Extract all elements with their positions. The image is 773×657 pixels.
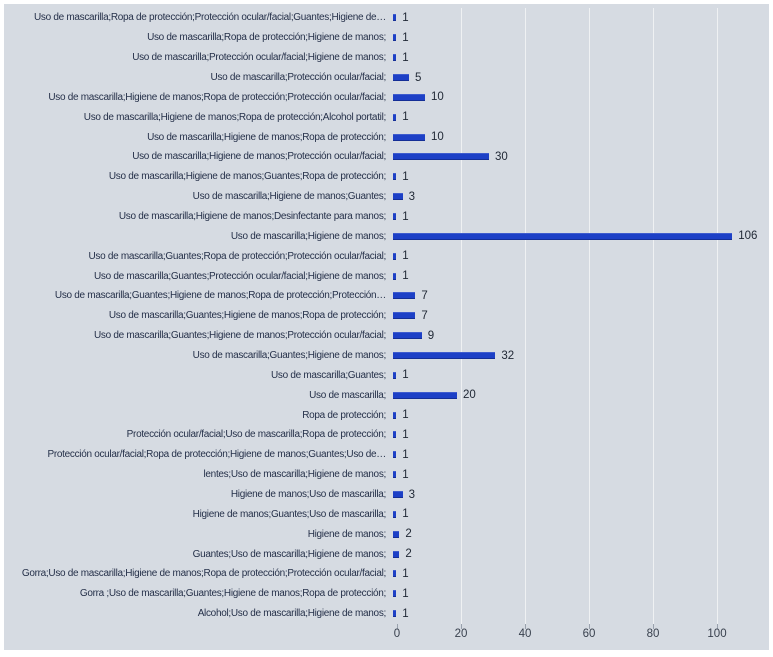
bar xyxy=(393,193,403,200)
category-label: Higiene de manos;Guantes;Uso de mascarilla; xyxy=(192,508,386,520)
bar xyxy=(393,233,732,240)
plot-cell xyxy=(393,524,769,544)
chart-row xyxy=(4,504,769,524)
category-label: Uso de mascarilla;Guantes; xyxy=(270,369,386,381)
bar xyxy=(393,253,396,260)
chart-row xyxy=(4,524,769,544)
chart-row xyxy=(4,604,769,624)
plot-cell xyxy=(393,346,769,366)
bar xyxy=(393,74,409,81)
category-label: Uso de mascarilla;Higiene de manos; xyxy=(230,230,386,242)
chart-row xyxy=(4,564,769,584)
plot-cell xyxy=(393,465,769,485)
plot-cell xyxy=(393,385,769,405)
value-label: 3 xyxy=(408,190,415,203)
chart-row xyxy=(4,485,769,505)
value-label: 1 xyxy=(402,369,409,382)
value-label: 2 xyxy=(405,528,412,541)
value-label: 1 xyxy=(402,11,409,24)
bar xyxy=(393,511,396,518)
bar xyxy=(393,590,396,597)
plot-cell xyxy=(393,544,769,564)
category-label: Uso de mascarilla;Guantes;Protección ocular/facial;Higiene de manos; xyxy=(94,270,386,282)
bar xyxy=(393,610,396,617)
plot-cell xyxy=(393,226,769,246)
category-label: Uso de mascarilla;Ropa de protección;Protección ocular/facial;Guantes;Higiene de… xyxy=(33,12,386,24)
category-label: Higiene de manos;Uso de mascarilla; xyxy=(230,489,386,501)
category-label: Uso de mascarilla; xyxy=(309,389,386,401)
chart-row xyxy=(4,28,769,48)
plot-cell xyxy=(393,28,769,48)
category-label: Uso de mascarilla;Higiene de manos;Guantes; xyxy=(192,191,386,203)
plot-cell xyxy=(393,167,769,187)
value-label: 30 xyxy=(495,150,508,163)
x-axis-tick-label: 0 xyxy=(393,628,401,640)
chart-row xyxy=(4,544,769,564)
category-label: Uso de mascarilla;Guantes;Higiene de manos;Ropa de protección;Protección… xyxy=(54,290,386,302)
plot-cell xyxy=(393,147,769,167)
value-label: 1 xyxy=(402,508,409,521)
chart-row xyxy=(4,405,769,425)
plot-cell xyxy=(393,246,769,266)
bar xyxy=(393,491,403,498)
plot-cell xyxy=(393,8,769,28)
x-axis-tick-label: 20 xyxy=(454,628,468,640)
bar xyxy=(393,551,399,558)
plot-cell xyxy=(393,107,769,127)
bar xyxy=(393,570,396,577)
x-axis-tick-label: 40 xyxy=(518,628,532,640)
plot-cell xyxy=(393,564,769,584)
category-label: lentes;Uso de mascarilla;Higiene de manos; xyxy=(203,469,386,481)
chart-row xyxy=(4,445,769,465)
value-label: 1 xyxy=(402,468,409,481)
value-label: 1 xyxy=(402,111,409,124)
value-label: 1 xyxy=(402,587,409,600)
plot-cell xyxy=(393,326,769,346)
bar xyxy=(393,94,425,101)
value-label: 2 xyxy=(405,548,412,561)
value-label: 7 xyxy=(421,289,428,302)
x-axis-tick-label: 100 xyxy=(707,628,727,640)
value-label: 10 xyxy=(431,91,444,104)
value-label: 20 xyxy=(463,389,476,402)
chart-row xyxy=(4,346,769,366)
value-label: 106 xyxy=(738,230,758,243)
bar xyxy=(393,14,396,21)
category-label: Uso de mascarilla;Ropa de protección;Higiene de manos; xyxy=(147,32,386,44)
plot-cell xyxy=(393,365,769,385)
plot-cell xyxy=(393,584,769,604)
plot-cell xyxy=(393,604,769,624)
chart-row xyxy=(4,68,769,88)
bar xyxy=(393,153,489,160)
bar xyxy=(393,531,399,538)
plot-cell xyxy=(393,425,769,445)
category-label: Uso de mascarilla;Guantes;Higiene de manos;Protección ocular/facial; xyxy=(94,330,386,342)
plot-cell xyxy=(393,405,769,425)
plot-cell xyxy=(393,87,769,107)
chart-row xyxy=(4,465,769,485)
x-axis xyxy=(4,628,769,648)
bar xyxy=(393,114,396,121)
category-label: Uso de mascarilla;Higiene de manos;Ropa de protección;Protección ocular/facial; xyxy=(48,91,386,103)
value-label: 9 xyxy=(427,329,435,342)
value-label: 1 xyxy=(402,31,409,44)
value-label: 7 xyxy=(421,309,428,322)
plot-cell xyxy=(393,187,769,207)
bar xyxy=(393,352,495,359)
value-label: 1 xyxy=(402,428,409,441)
chart-row xyxy=(4,8,769,28)
value-label: 3 xyxy=(408,488,415,501)
plot-cell xyxy=(393,68,769,88)
plot-cell xyxy=(393,207,769,227)
plot-cell xyxy=(393,266,769,286)
value-label: 1 xyxy=(402,51,409,64)
value-label: 5 xyxy=(415,71,422,84)
chart-row xyxy=(4,365,769,385)
plot-cell xyxy=(393,306,769,326)
category-label: Protección ocular/facial;Uso de mascarilla;Ropa de protección; xyxy=(126,429,386,441)
category-label: Uso de mascarilla;Guantes;Higiene de manos;Ropa de protección; xyxy=(108,310,386,322)
value-label: 1 xyxy=(402,270,409,283)
category-label: Alcohol;Uso de mascarilla;Higiene de manos; xyxy=(197,608,386,620)
chart-row xyxy=(4,147,769,167)
chart-row xyxy=(4,425,769,445)
category-label: Higiene de manos; xyxy=(307,528,386,540)
bar xyxy=(393,372,396,379)
category-label: Uso de mascarilla;Protección ocular/facial;Higiene de manos; xyxy=(132,52,386,64)
value-label: 1 xyxy=(402,250,409,263)
value-label: 32 xyxy=(501,349,515,362)
chart-row xyxy=(4,326,769,346)
chart-row xyxy=(4,385,769,405)
category-label: Uso de mascarilla;Higiene de manos;Ropa de protección;Alcohol portatil; xyxy=(83,111,386,123)
category-label: Uso de mascarilla;Higiene de manos;Ropa de protección; xyxy=(147,131,386,143)
value-label: 1 xyxy=(402,409,409,422)
value-label: 1 xyxy=(402,210,409,223)
bar xyxy=(393,34,396,41)
value-label: 1 xyxy=(402,567,409,580)
category-label: Uso de mascarilla;Protección ocular/facial; xyxy=(210,72,386,83)
category-label: Uso de mascarilla;Higiene de manos;Desinfectante para manos; xyxy=(118,211,386,223)
x-axis-tick-label: 80 xyxy=(646,628,660,640)
bar xyxy=(393,54,396,61)
category-label: Uso de mascarilla;Higiene de manos;Guantes;Ropa de protección; xyxy=(108,171,386,183)
value-label: 1 xyxy=(402,607,409,620)
category-label: Ropa de protección; xyxy=(302,409,386,421)
bar xyxy=(393,173,396,180)
bar xyxy=(393,332,422,339)
chart-row xyxy=(4,286,769,306)
plot-cell xyxy=(393,48,769,68)
category-label: Gorra;Uso de mascarilla;Higiene de manos;Ropa de protección;Protección ocular/facial; xyxy=(21,568,386,580)
bar xyxy=(393,412,396,419)
category-label: Protección ocular/facial;Ropa de protección;Higiene de manos;Guantes;Uso de… xyxy=(47,449,386,461)
chart-row xyxy=(4,167,769,187)
bar xyxy=(393,292,415,299)
chart-row xyxy=(4,107,769,127)
bar xyxy=(393,273,396,280)
bar xyxy=(393,134,425,141)
chart-rows xyxy=(4,8,769,624)
chart-row xyxy=(4,48,769,68)
chart-row xyxy=(4,584,769,604)
bar xyxy=(393,431,396,438)
chart-row xyxy=(4,187,769,207)
chart-row xyxy=(4,246,769,266)
chart-row xyxy=(4,226,769,246)
value-label: 10 xyxy=(431,131,444,144)
category-label: Guantes;Uso de mascarilla;Higiene de manos; xyxy=(192,548,386,560)
bar xyxy=(393,312,415,319)
category-label: Uso de mascarilla;Higiene de manos;Protección ocular/facial; xyxy=(132,151,386,163)
bar xyxy=(393,451,396,458)
plot-cell xyxy=(393,504,769,524)
plot-cell xyxy=(393,485,769,505)
chart-row xyxy=(4,306,769,326)
category-label: Uso de mascarilla;Guantes;Ropa de protección;Protección ocular/facial; xyxy=(88,250,386,262)
value-label: 1 xyxy=(402,170,409,183)
plot-cell xyxy=(393,127,769,147)
bar xyxy=(393,213,396,220)
chart-row xyxy=(4,87,769,107)
bar-chart-panel xyxy=(4,4,769,650)
chart-row xyxy=(4,127,769,147)
value-label: 1 xyxy=(402,448,409,461)
x-axis-tick-label: 60 xyxy=(582,628,596,640)
category-label: Uso de mascarilla;Guantes;Higiene de manos; xyxy=(192,350,386,362)
plot-cell xyxy=(393,286,769,306)
plot-cell xyxy=(393,445,769,465)
category-label: Gorra ;Uso de mascarilla;Guantes;Higiene de manos;Ropa de protección; xyxy=(79,588,386,600)
bar xyxy=(393,471,396,478)
chart-row xyxy=(4,266,769,286)
bar xyxy=(393,392,457,399)
chart-row xyxy=(4,207,769,227)
